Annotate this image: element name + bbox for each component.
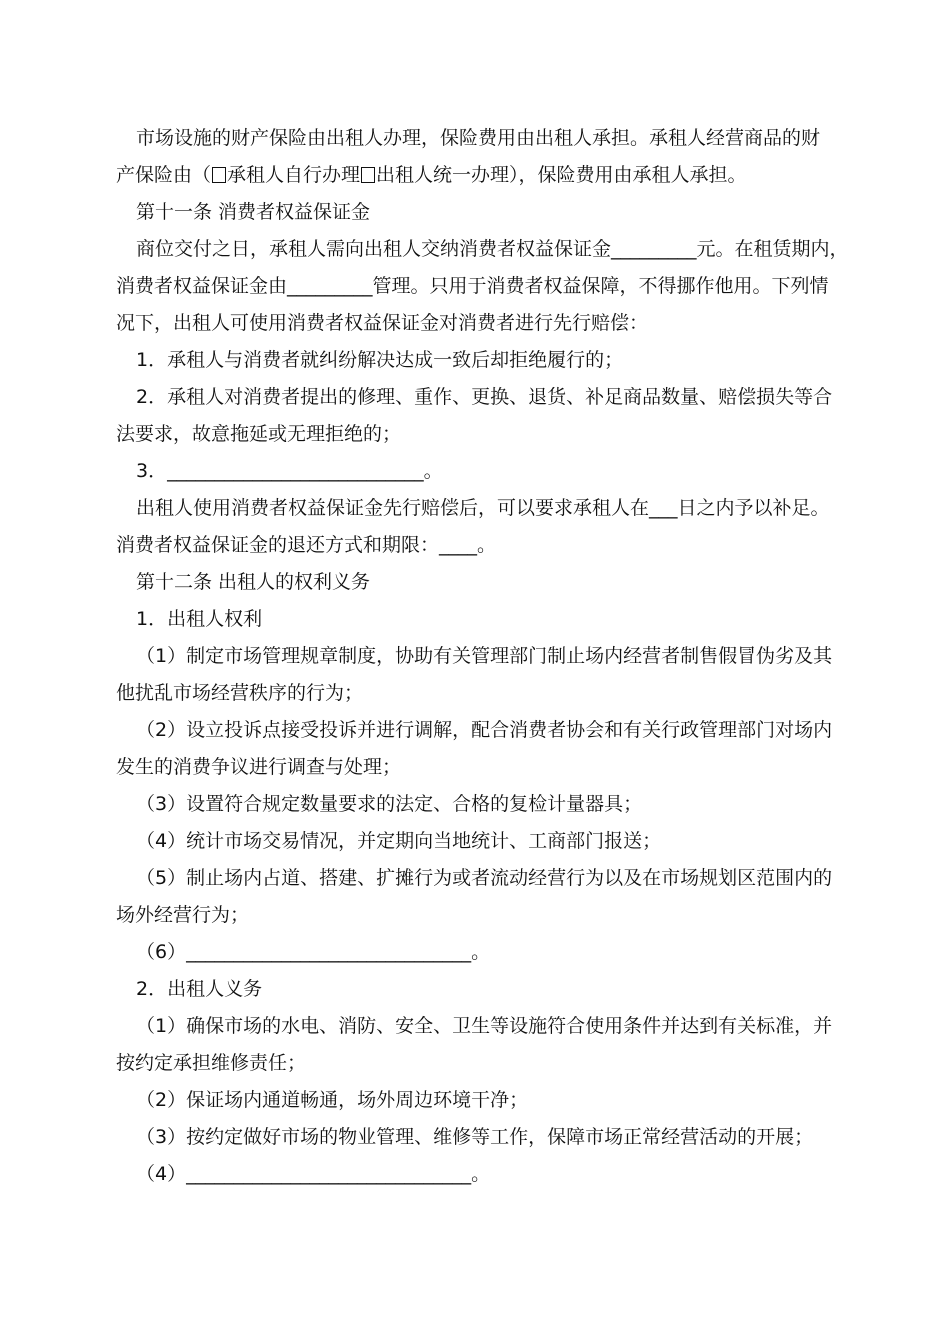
list-item: 2．承租人对消费者提出的修理、重作、更换、退货、补足商品数量、赔偿损失等合 [136,386,833,408]
list-item: （3）按约定做好市场的物业管理、维修等工作，保障市场正常经营活动的开展； [136,1126,814,1148]
list-item-continuation: 场外经营行为； [116,904,250,926]
section-heading: 第十二条 出租人的权利义务 [136,571,371,593]
subsection-heading: 2．出租人义务 [136,978,263,1000]
list-item-continuation: 发生的消费争议进行调查与处理； [116,756,402,778]
list-item: （5）制止场内占道、搭建、扩摊行为或者流动经营行为以及在市场规划区范围内的 [136,867,833,889]
list-item: （1）确保市场的水电、消防、安全、卫生等设施符合使用条件并达到有关标准，并 [136,1015,833,1037]
list-item-continuation: 他扰乱市场经营秩序的行为； [116,682,364,704]
paragraph-line: 商位交付之日，承租人需向出租人交纳消费者权益保证金_________元。在租赁期内， [136,238,849,260]
list-item: （2）保证场内通道畅通，场外周边环境干净； [136,1089,529,1111]
list-item-continuation: 按约定承担维修责任； [116,1052,307,1074]
document-page [116,120,849,1193]
paragraph-line: 产保险由（ 承租人自行办理 出租人统一办理），保险费用由承租人承担。 [116,164,747,186]
section-heading: 第十一条 消费者权益保证金 [136,201,371,223]
checkbox-icon[interactable] [212,167,226,183]
list-item-blank: （6）______________________________。 [136,941,491,963]
list-item: （4）统计市场交易情况，并定期向当地统计、工商部门报送； [136,830,662,852]
list-item: （3）设置符合规定数量要求的法定、合格的复检计量器具； [136,793,643,815]
list-item: 1．承租人与消费者就纠纷解决达成一致后却拒绝履行的； [136,349,624,371]
paragraph-line: 出租人使用消费者权益保证金先行赔偿后，可以要求承租人在___日之内予以补足。 [136,497,830,519]
checkbox-icon[interactable] [361,167,375,183]
paragraph-line: 消费者权益保证金的退还方式和期限：____。 [116,534,497,556]
paragraph-line: 况下，出租人可使用消费者权益保证金对消费者进行先行赔偿： [116,312,649,334]
paragraph-line: 市场设施的财产保险由出租人办理，保险费用由出租人承担。承租人经营商品的财 [136,127,821,149]
list-item: （2）设立投诉点接受投诉并进行调解，配合消费者协会和有关行政管理部门对场内 [136,719,833,741]
list-item-blank: 3．___________________________。 [136,460,443,482]
paragraph-line: 消费者权益保证金由_________管理。只用于消费者权益保障，不得挪作他用。下列情 [116,275,829,297]
list-item-continuation: 法要求，故意拖延或无理拒绝的； [116,423,402,445]
subsection-heading: 1．出租人权利 [136,608,263,630]
list-item: （1）制定市场管理规章制度，协助有关管理部门制止场内经营者制售假冒伪劣及其 [136,645,833,667]
list-item-blank: （4）______________________________。 [136,1163,491,1185]
